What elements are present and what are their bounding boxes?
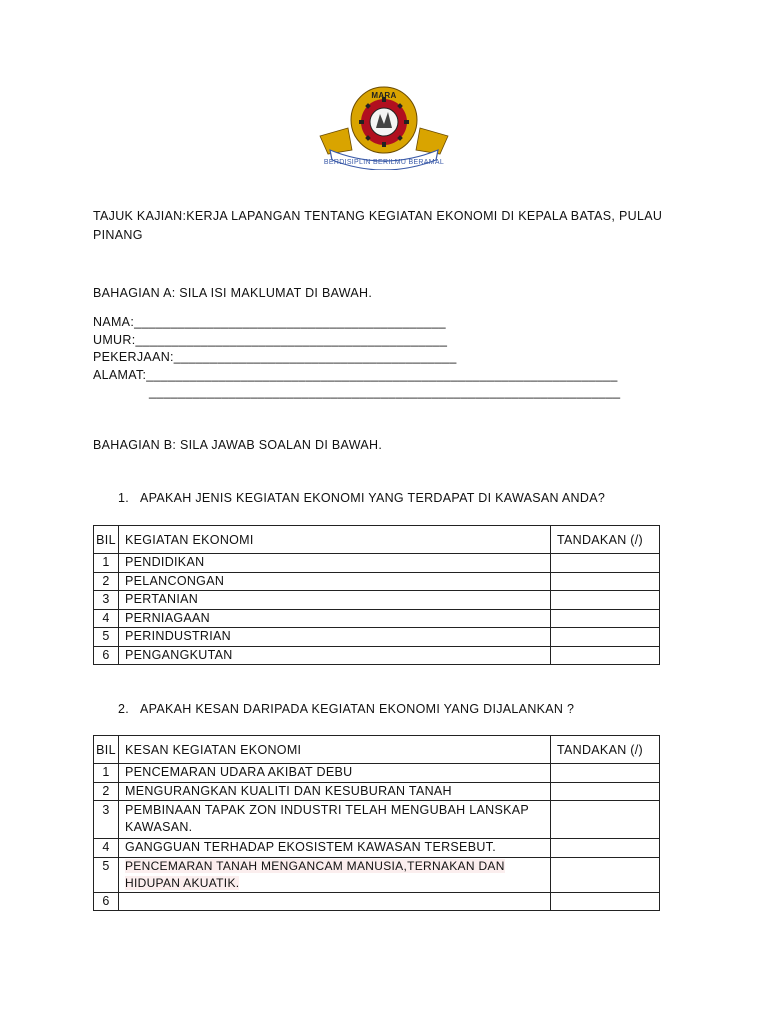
- economic-activity-table: [93, 525, 660, 665]
- tick-cell[interactable]: [551, 628, 660, 647]
- page-title: TAJUK KAJIAN:KERJA LAPANGAN TENTANG KEGIATAN EKONOMI DI KEPALA BATAS, PULAU PINANG: [93, 209, 663, 242]
- tick-cell[interactable]: [551, 857, 660, 892]
- highlighted-text: PENCEMARAN TANAH MENGANCAM MANUSIA,TERNAKAN DAN HIDUPAN AKUATIK.: [125, 858, 505, 890]
- row-item: PENDIDIKAN: [119, 554, 551, 573]
- tick-cell[interactable]: [551, 646, 660, 665]
- row-bil: 6: [94, 646, 119, 665]
- row-item[interactable]: [119, 892, 551, 910]
- logo-motto: BERDISIPLIN BERILMU BERAMAL: [323, 159, 445, 166]
- alamat-field[interactable]: ALAMAT:_________________________________________________________________: [93, 367, 618, 382]
- logo-top-text: MARA: [371, 91, 397, 100]
- row-bil: 4: [94, 839, 119, 858]
- umur-field[interactable]: UMUR:___________________________________________: [93, 332, 448, 347]
- pekerjaan-field[interactable]: PEKERJAAN:_______________________________________: [93, 350, 457, 365]
- question-1: [118, 491, 605, 505]
- row-bil: 5: [94, 628, 119, 647]
- table-row: [94, 892, 660, 910]
- row-item: PERNIAGAAN: [119, 609, 551, 628]
- question-2: [118, 702, 574, 716]
- table-header-row: [94, 526, 660, 554]
- table-row: [94, 782, 660, 801]
- economic-impact-table: [93, 735, 660, 911]
- row-item: MENGURANGKAN KUALITI DAN KESUBURAN TANAH: [119, 782, 551, 801]
- row-bil: 2: [94, 782, 119, 801]
- table-header-row: [94, 736, 660, 764]
- table-row: [94, 857, 660, 892]
- tick-cell[interactable]: [551, 892, 660, 910]
- tick-cell[interactable]: [551, 839, 660, 858]
- row-bil: 3: [94, 591, 119, 610]
- header-activity: KEGIATAN EKONOMI: [119, 526, 551, 554]
- header-bil: BIL: [94, 736, 119, 764]
- table-row: [94, 591, 660, 610]
- tick-cell[interactable]: [551, 782, 660, 801]
- table-row: [94, 801, 660, 839]
- alamat-field-line2[interactable]: _________________________________________________________________: [149, 385, 621, 400]
- table-row: [94, 572, 660, 591]
- table-row: [94, 839, 660, 858]
- table-row: [94, 554, 660, 573]
- row-item: PERTANIAN: [119, 591, 551, 610]
- tick-cell[interactable]: [551, 764, 660, 783]
- mara-logo: [318, 84, 450, 170]
- tick-cell[interactable]: [551, 591, 660, 610]
- question-2-text: APAKAH KESAN DARIPADA KEGIATAN EKONOMI YANG DIJALANKAN ?: [140, 702, 575, 716]
- table-row: [94, 646, 660, 665]
- tick-cell[interactable]: [551, 801, 660, 839]
- section-b-heading: BAHAGIAN B: SILA JAWAB SOALAN DI BAWAH.: [93, 438, 383, 452]
- row-bil: 4: [94, 609, 119, 628]
- row-item: PENCEMARAN UDARA AKIBAT DEBU: [119, 764, 551, 783]
- header-bil: BIL: [94, 526, 119, 554]
- row-item: PELANCONGAN: [119, 572, 551, 591]
- nama-field[interactable]: NAMA:___________________________________________: [93, 315, 446, 329]
- table-row: [94, 609, 660, 628]
- row-item: GANGGUAN TERHADAP EKOSISTEM KAWASAN TERSEBUT.: [119, 839, 551, 858]
- row-bil: 1: [94, 554, 119, 573]
- tick-cell[interactable]: [551, 572, 660, 591]
- header-tick: TANDAKAN (/): [551, 736, 660, 764]
- row-bil: 2: [94, 572, 119, 591]
- question-2-number: 2.: [118, 702, 130, 716]
- row-bil: 3: [94, 801, 119, 839]
- row-bil: 5: [94, 857, 119, 892]
- row-item: PERINDUSTRIAN: [119, 628, 551, 647]
- row-item: PEMBINAAN TAPAK ZON INDUSTRI TELAH MENGUBAH LANSKAP KAWASAN.: [119, 801, 551, 839]
- question-1-number: 1.: [118, 491, 130, 505]
- question-1-text: APAKAH JENIS KEGIATAN EKONOMI YANG TERDAPAT DI KAWASAN ANDA?: [140, 491, 606, 505]
- header-impact: KESAN KEGIATAN EKONOMI: [119, 736, 551, 764]
- row-item: PENGANGKUTAN: [119, 646, 551, 665]
- row-item: [119, 857, 551, 892]
- tick-cell[interactable]: [551, 554, 660, 573]
- table-row: [94, 628, 660, 647]
- section-a-heading: BAHAGIAN A: SILA ISI MAKLUMAT DI BAWAH.: [93, 286, 373, 300]
- row-bil: 6: [94, 892, 119, 910]
- row-bil: 1: [94, 764, 119, 783]
- header-tick: TANDAKAN (/): [551, 526, 660, 554]
- table-row: [94, 764, 660, 783]
- personal-info-fields: [93, 314, 620, 402]
- tick-cell[interactable]: [551, 609, 660, 628]
